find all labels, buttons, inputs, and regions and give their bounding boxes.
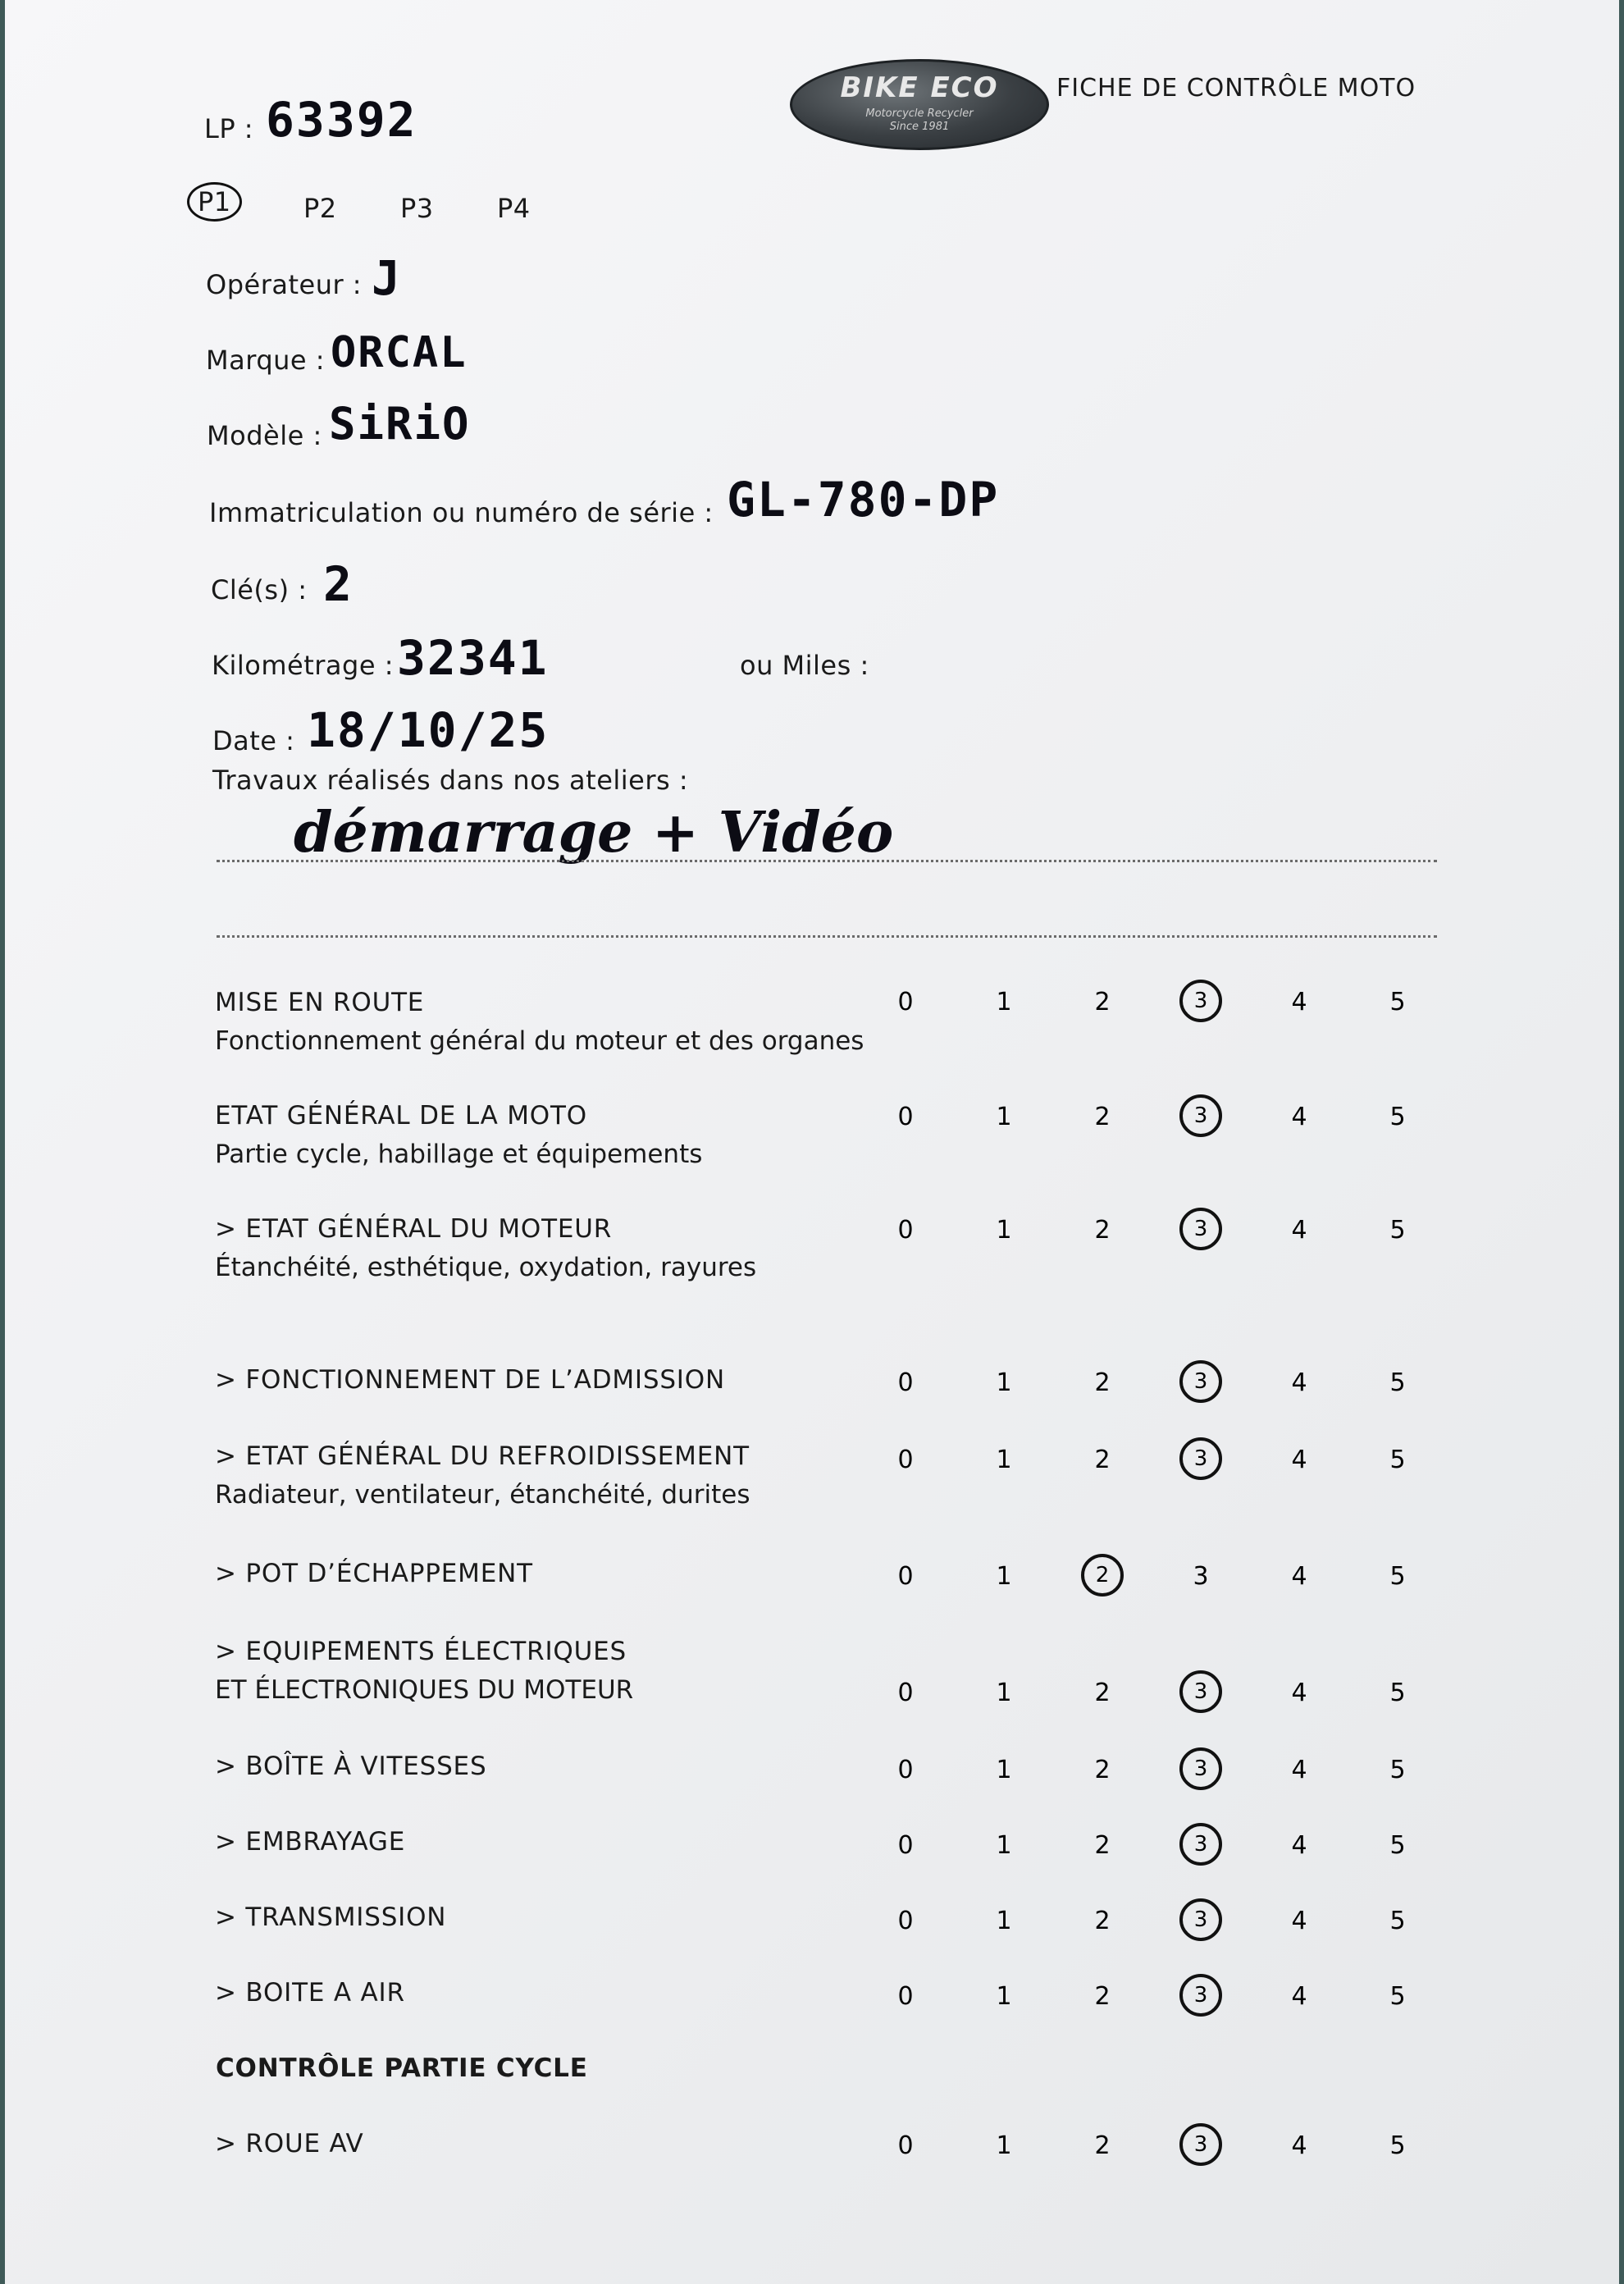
check-item-title: > FONCTIONNEMENT DE L’ADMISSION [215, 1365, 725, 1395]
check-item-title: > TRANSMISSION [215, 1903, 447, 1932]
position-option-p2[interactable]: P2 [303, 193, 337, 224]
score-option-4[interactable]: 4 [1291, 1216, 1307, 1245]
score-option-1[interactable]: 1 [996, 1103, 1012, 1131]
registration-value[interactable]: GL-780-DP [727, 472, 1000, 528]
score-option-5[interactable]: 5 [1389, 1982, 1406, 2011]
score-option-4[interactable]: 4 [1291, 1756, 1307, 1784]
miles-label: ou Miles : [740, 650, 869, 681]
works-value[interactable]: démarrage + Vidéo [294, 800, 894, 866]
check-item-title: ETAT GÉNÉRAL DE LA MOTO [215, 1101, 587, 1131]
date-value[interactable]: 18/10/25 [307, 702, 550, 758]
date-label: Date : [212, 725, 295, 756]
section-title-partie-cycle: CONTRÔLE PARTIE CYCLE [216, 2053, 588, 2083]
score-option-3[interactable]: 3 [1193, 1562, 1209, 1591]
score-option-4[interactable]: 4 [1291, 1562, 1307, 1591]
position-option-p1[interactable]: P1 [187, 182, 242, 222]
score-option-1[interactable]: 1 [996, 2131, 1012, 2160]
check-item-title: MISE EN ROUTE [215, 988, 425, 1017]
check-item-title: > POT D’ÉCHAPPEMENT [215, 1559, 533, 1588]
score-option-5[interactable]: 5 [1389, 1103, 1406, 1131]
score-option-2[interactable]: 2 [1094, 1446, 1111, 1474]
score-option-2[interactable]: 2 [1094, 1907, 1111, 1935]
check-item-title: > EMBRAYAGE [215, 1827, 406, 1857]
lp-value[interactable]: 63392 [266, 92, 417, 148]
score-option-0[interactable]: 0 [897, 2131, 914, 2160]
score-option-0[interactable]: 0 [897, 1103, 914, 1131]
score-option-4[interactable]: 4 [1291, 1103, 1307, 1131]
score-option-2[interactable]: 2 [1094, 1368, 1111, 1397]
score-option-0[interactable]: 0 [897, 1679, 914, 1707]
score-option-2[interactable]: 2 [1094, 988, 1111, 1016]
logo-subtitle-line2: Since 1981 [889, 121, 950, 133]
score-option-0[interactable]: 0 [897, 1216, 914, 1245]
score-option-3[interactable]: 3 [1179, 980, 1222, 1022]
registration-label: Immatriculation ou numéro de série : [209, 497, 714, 528]
brand-label: Marque : [206, 345, 326, 376]
logo-title: BIKE ECO [840, 71, 999, 104]
score-option-1[interactable]: 1 [996, 1368, 1012, 1397]
check-item-title: > BOÎTE À VITESSES [215, 1752, 487, 1781]
score-option-2[interactable]: 2 [1094, 1103, 1111, 1131]
score-option-0[interactable]: 0 [897, 1907, 914, 1935]
check-item-subtitle: ET ÉLECTRONIQUES DU MOTEUR [215, 1675, 634, 1705]
score-option-1[interactable]: 1 [996, 1679, 1012, 1707]
check-item-title: > BOITE A AIR [215, 1978, 405, 2008]
score-option-3[interactable]: 3 [1179, 1823, 1222, 1866]
model-label: Modèle : [207, 420, 322, 451]
score-option-4[interactable]: 4 [1291, 2131, 1307, 2160]
position-option-p3[interactable]: P3 [400, 193, 434, 224]
score-option-5[interactable]: 5 [1389, 1216, 1406, 1245]
score-option-3[interactable]: 3 [1179, 1974, 1222, 2017]
check-item-subtitle: Partie cycle, habillage et équipements [215, 1140, 703, 1169]
score-option-5[interactable]: 5 [1389, 1907, 1406, 1935]
score-option-3[interactable]: 3 [1179, 1898, 1222, 1941]
score-option-0[interactable]: 0 [897, 1562, 914, 1591]
score-option-4[interactable]: 4 [1291, 1907, 1307, 1935]
score-option-0[interactable]: 0 [897, 1368, 914, 1397]
score-option-4[interactable]: 4 [1291, 988, 1307, 1016]
score-option-2[interactable]: 2 [1094, 1982, 1111, 2011]
score-option-4[interactable]: 4 [1291, 1679, 1307, 1707]
check-item-subtitle: Radiateur, ventilateur, étanchéité, durites [215, 1480, 750, 1510]
score-option-2[interactable]: 2 [1094, 2131, 1111, 2160]
score-option-2[interactable]: 2 [1094, 1679, 1111, 1707]
works-line-1 [217, 860, 1437, 862]
check-item-subtitle: Fonctionnement général du moteur et des organes [215, 1026, 864, 1056]
score-option-0[interactable]: 0 [897, 1446, 914, 1474]
score-option-1[interactable]: 1 [996, 1756, 1012, 1784]
score-option-1[interactable]: 1 [996, 1907, 1012, 1935]
score-option-1[interactable]: 1 [996, 988, 1012, 1016]
score-option-2[interactable]: 2 [1094, 1831, 1111, 1860]
inspection-sheet [5, 0, 1619, 2284]
score-option-4[interactable]: 4 [1291, 1982, 1307, 2011]
score-option-5[interactable]: 5 [1389, 1756, 1406, 1784]
score-option-5[interactable]: 5 [1389, 1562, 1406, 1591]
score-option-5[interactable]: 5 [1389, 1679, 1406, 1707]
score-option-5[interactable]: 5 [1389, 2131, 1406, 2160]
score-option-3[interactable]: 3 [1179, 1747, 1222, 1790]
position-option-p4[interactable]: P4 [497, 193, 531, 224]
score-option-5[interactable]: 5 [1389, 1368, 1406, 1397]
score-option-4[interactable]: 4 [1291, 1831, 1307, 1860]
check-item-title: > ETAT GÉNÉRAL DU MOTEUR [215, 1214, 613, 1244]
bike-eco-logo [790, 59, 1049, 150]
score-option-1[interactable]: 1 [996, 1982, 1012, 2011]
sheet-title: FICHE DE CONTRÔLE MOTO [1056, 74, 1416, 103]
score-option-5[interactable]: 5 [1389, 1831, 1406, 1860]
keys-value[interactable]: 2 [323, 556, 354, 612]
score-option-5[interactable]: 5 [1389, 988, 1406, 1016]
operator-value[interactable]: J [372, 250, 402, 306]
check-item-subtitle: Étanchéité, esthétique, oxydation, rayures [215, 1253, 757, 1282]
score-option-5[interactable]: 5 [1389, 1446, 1406, 1474]
score-option-0[interactable]: 0 [897, 1982, 914, 2011]
mileage-label: Kilométrage : [212, 650, 394, 681]
works-label: Travaux réalisés dans nos ateliers : [212, 765, 689, 796]
brand-value[interactable]: ORCAL [331, 328, 468, 377]
score-option-1[interactable]: 1 [996, 1216, 1012, 1245]
score-option-3[interactable]: 3 [1179, 2123, 1222, 2166]
lp-label: LP : [204, 113, 254, 144]
keys-label: Clé(s) : [211, 574, 308, 605]
score-option-4[interactable]: 4 [1291, 1368, 1307, 1397]
score-option-0[interactable]: 0 [897, 988, 914, 1016]
logo-subtitle-line1: Motorcycle Recycler [865, 107, 974, 120]
score-option-2[interactable]: 2 [1081, 1554, 1124, 1597]
check-item-title: > ETAT GÉNÉRAL DU REFROIDISSEMENT [215, 1441, 750, 1471]
score-option-1[interactable]: 1 [996, 1562, 1012, 1591]
score-option-1[interactable]: 1 [996, 1831, 1012, 1860]
score-option-4[interactable]: 4 [1291, 1446, 1307, 1474]
check-item-title: > ROUE AV [215, 2129, 364, 2158]
score-option-2[interactable]: 2 [1094, 1216, 1111, 1245]
score-option-3[interactable]: 3 [1179, 1437, 1222, 1480]
works-line-2 [217, 935, 1437, 938]
score-option-3[interactable]: 3 [1179, 1670, 1222, 1713]
score-option-3[interactable]: 3 [1179, 1360, 1222, 1403]
model-value[interactable]: SiRiO [329, 398, 471, 450]
score-option-1[interactable]: 1 [996, 1446, 1012, 1474]
score-option-0[interactable]: 0 [897, 1831, 914, 1860]
operator-label: Opérateur : [206, 269, 363, 300]
mileage-value[interactable]: 32341 [397, 630, 549, 686]
score-option-3[interactable]: 3 [1179, 1208, 1222, 1250]
check-item-title: > EQUIPEMENTS ÉLECTRIQUES [215, 1637, 627, 1666]
score-option-2[interactable]: 2 [1094, 1756, 1111, 1784]
score-option-3[interactable]: 3 [1179, 1094, 1222, 1137]
logo-subtitle [792, 107, 1047, 134]
score-option-0[interactable]: 0 [897, 1756, 914, 1784]
